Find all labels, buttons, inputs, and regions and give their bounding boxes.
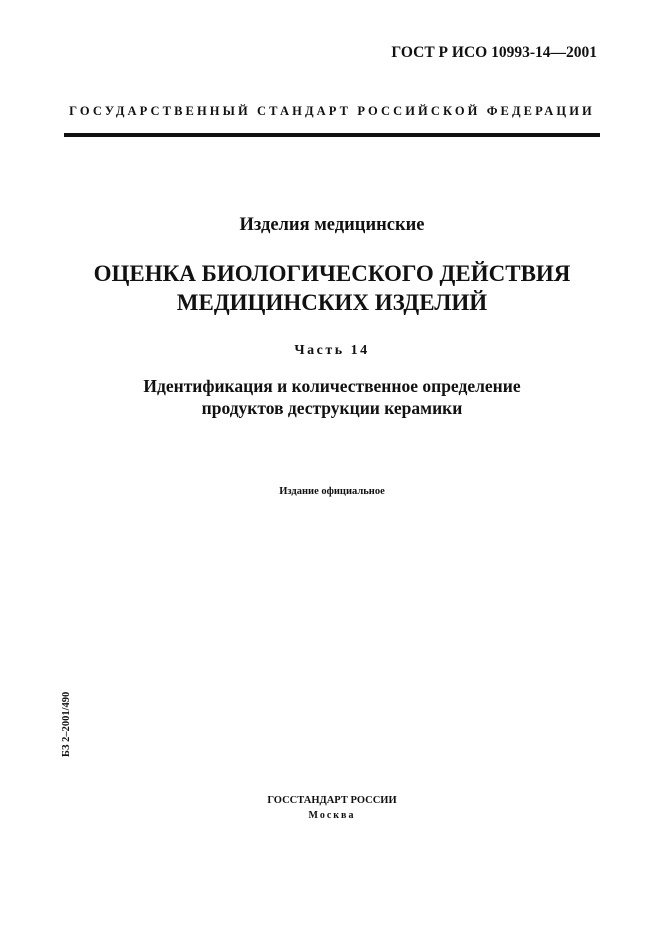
side-code: БЗ 2–2001/490 [61,691,72,757]
part-title-line-1: Идентификация и количественное определение [143,376,521,396]
main-title-line-1: ОЦЕНКА БИОЛОГИЧЕСКОГО ДЕЙСТВИЯ [93,261,571,286]
state-standard-heading: ГОСУДАРСТВЕННЫЙ СТАНДАРТ РОССИЙСКОЙ ФЕДЕРАЦИИ [69,104,595,118]
publisher-city: Москва [308,810,356,821]
document-number: ГОСТ Р ИСО 10993-14—2001 [391,44,597,61]
main-title [64,259,600,317]
part-number: Часть 14 [294,343,370,358]
part-title-line-2: продуктов деструкции керамики [201,398,463,418]
header-divider [64,133,600,137]
subject-title: Изделия медицинские [239,215,425,235]
part-title [64,375,600,419]
publisher: ГОССТАНДАРТ РОССИИ [267,795,397,806]
main-title-line-2: МЕДИЦИНСКИХ ИЗДЕЛИЙ [176,290,488,315]
edition-label: Издание официальное [279,486,385,497]
